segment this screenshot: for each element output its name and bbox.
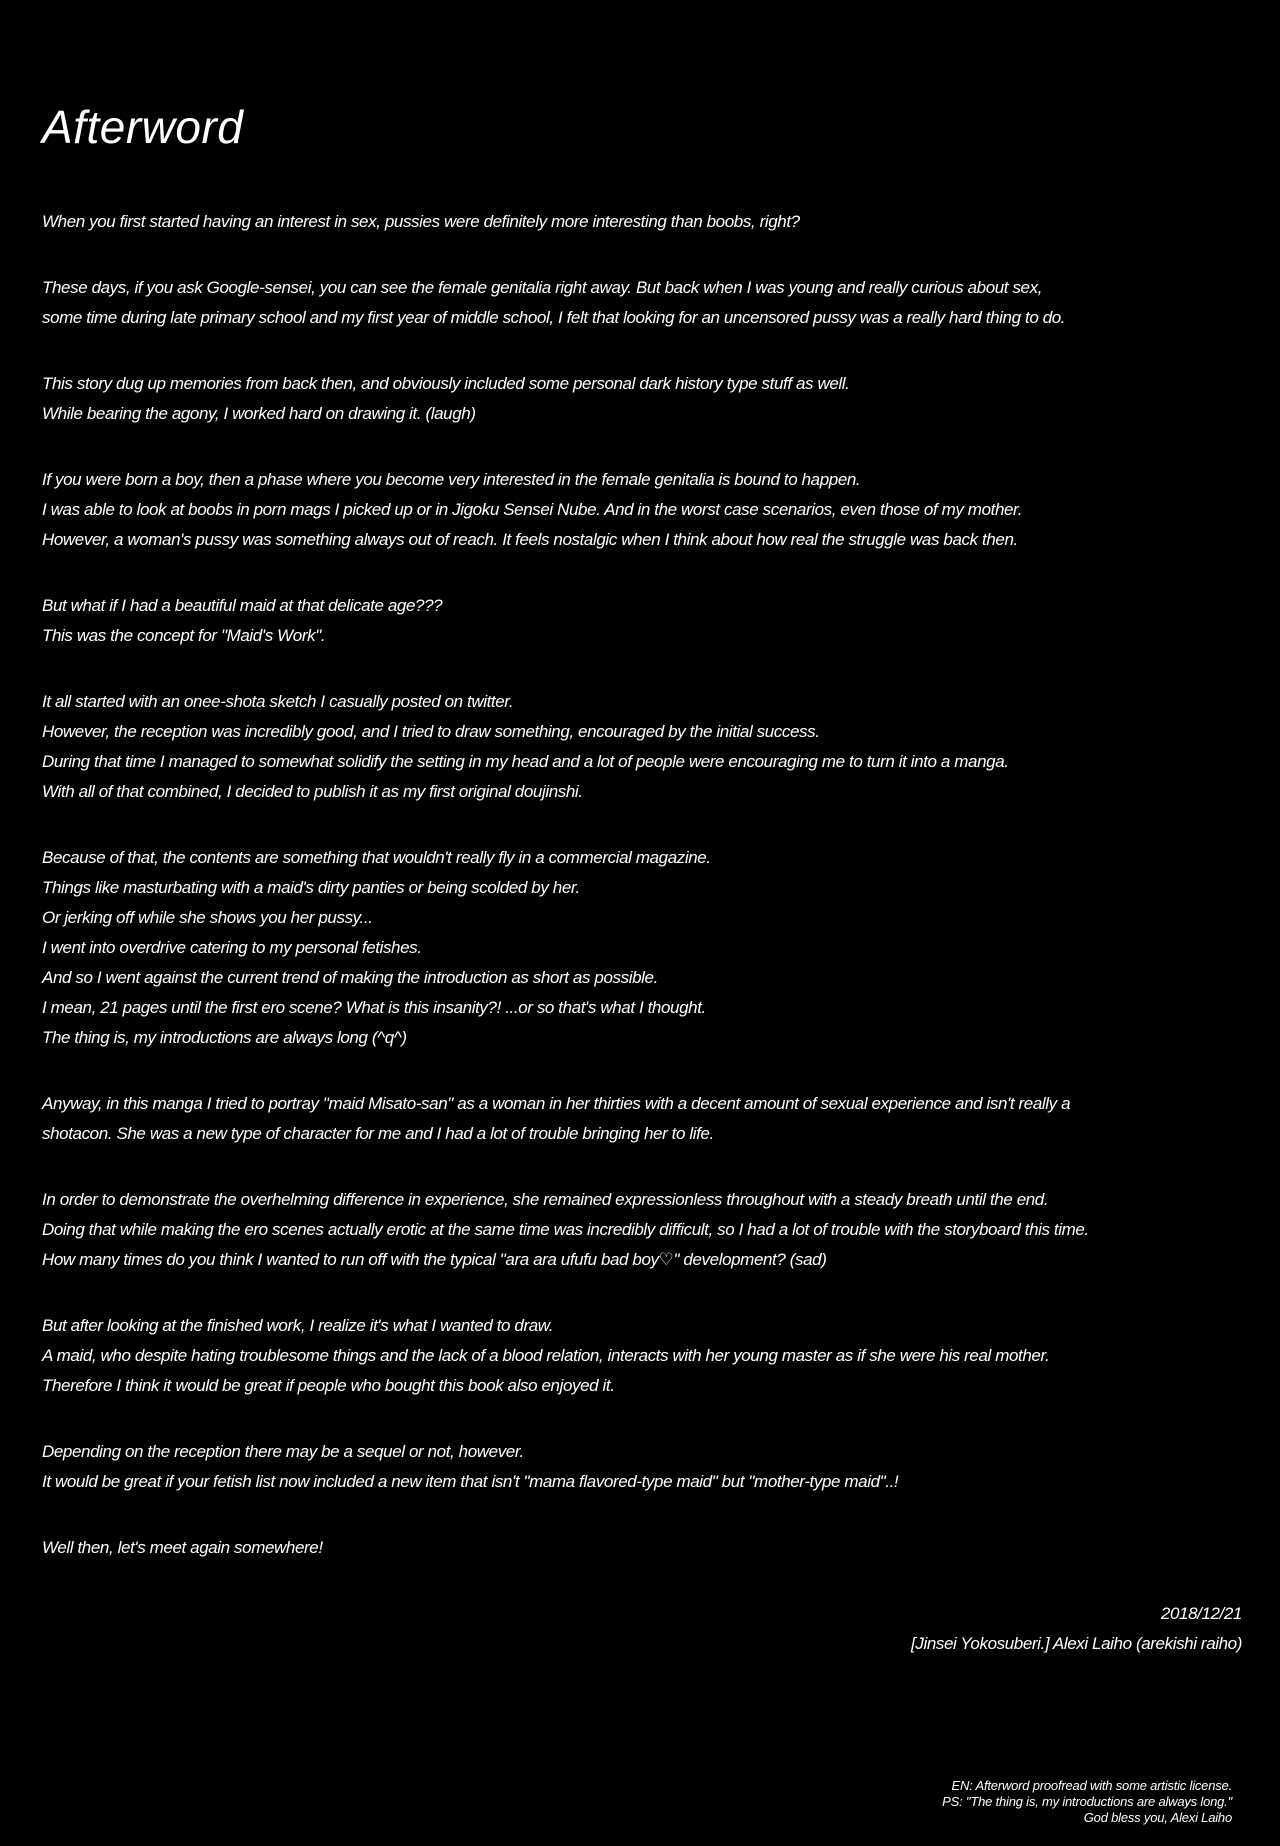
text-line: Or jerking off while she shows you her pussy...	[42, 908, 373, 927]
text-line: This was the concept for "Maid's Work".	[42, 626, 326, 645]
text-line: Therefore I think it would be great if people who bought this book also enjoyed it.	[42, 1376, 615, 1395]
page-title: Afterword	[42, 101, 244, 153]
paragraph-google-sensei	[42, 273, 1242, 333]
translator-note-line: PS: "The thing is, my introductions are always long."	[942, 1794, 1232, 1809]
text-line: If you were born a boy, then a phase where you become very interested in the female genitalia is bound to happen.	[42, 470, 861, 489]
text-line: This story dug up memories from back then, and obviously included some personal dark history type stuff as well.	[42, 374, 850, 393]
text-line: A maid, who despite hating troublesome things and the lack of a blood relation, interacts with her young master as if she were his real mother.	[42, 1346, 1050, 1365]
signoff-date: 2018/12/21	[1160, 1604, 1242, 1623]
text-line: shotacon. She was a new type of character for me and I had a lot of trouble bringing her to life.	[42, 1124, 714, 1143]
paragraph-born-a-boy	[42, 465, 1242, 555]
signoff-credit: [Jinsei Yokosuberi.] Alexi Laiho (arekishi raiho)	[911, 1634, 1242, 1653]
text-line: Anyway, in this manga I tried to portray "maid Misato-san" as a woman in her thirties with a decent amount of sexual experience and isn't really a	[42, 1094, 1071, 1113]
text-line: While bearing the agony, I worked hard on drawing it. (laugh)	[42, 404, 476, 423]
paragraph-twitter-origin	[42, 687, 1242, 807]
text-line: But what if I had a beautiful maid at that delicate age???	[42, 596, 443, 615]
paragraph-misato-san	[42, 1089, 1242, 1149]
text-line: I went into overdrive catering to my personal fetishes.	[42, 938, 422, 957]
paragraph-contents	[42, 843, 1242, 1053]
text-line: some time during late primary school and my first year of middle school, I felt that looking for an uncensored pussy was a really hard thing to do.	[42, 308, 1066, 327]
text-line: But after looking at the finished work, I realize it's what I wanted to draw.	[42, 1316, 554, 1335]
text-line: When you first started having an interest in sex, pussies were definitely more interesting than boobs, right?	[42, 212, 800, 231]
text-line: These days, if you ask Google-sensei, you can see the female genitalia right away. But back when I was young and really curious about sex,	[42, 278, 1043, 297]
text-line: Because of that, the contents are something that wouldn't really fly in a commercial magazine.	[42, 848, 711, 867]
text-line: Things like masturbating with a maid's dirty panties or being scolded by her.	[42, 878, 580, 897]
afterword-content	[42, 100, 1242, 1659]
text-line: The thing is, my introductions are always long (^q^)	[42, 1028, 407, 1047]
paragraph-intro	[42, 207, 1242, 237]
text-line: With all of that combined, I decided to publish it as my first original doujinshi.	[42, 782, 583, 801]
text-line: Well then, let's meet again somewhere!	[42, 1538, 323, 1557]
paragraph-sequel	[42, 1437, 1242, 1497]
text-line: It all started with an onee-shota sketch I casually posted on twitter.	[42, 692, 514, 711]
text-line: It would be great if your fetish list now included a new item that isn't "mama flavored-type maid" but "mother-type maid"..!	[42, 1472, 899, 1491]
text-line: How many times do you think I wanted to run off with the typical "ara ara ufufu bad boy♡" development? (sad)	[42, 1250, 827, 1269]
signoff	[42, 1599, 1242, 1659]
paragraph-memories	[42, 369, 1242, 429]
paragraph-finished-work	[42, 1311, 1242, 1401]
paragraph-concept	[42, 591, 1242, 651]
translator-note	[942, 1778, 1232, 1826]
text-line: Depending on the reception there may be a sequel or not, however.	[42, 1442, 524, 1461]
paragraph-farewell	[42, 1533, 1242, 1563]
text-line: In order to demonstrate the overhelming difference in experience, she remained expressionless throughout with a steady breath until the end.	[42, 1190, 1049, 1209]
text-line: However, a woman's pussy was something always out of reach. It feels nostalgic when I think about how real the struggle was back then.	[42, 530, 1018, 549]
text-line: However, the reception was incredibly good, and I tried to draw something, encouraged by the initial success.	[42, 722, 820, 741]
text-line: And so I went against the current trend of making the introduction as short as possible.	[42, 968, 658, 987]
text-line: During that time I managed to somewhat solidify the setting in my head and a lot of people were encouraging me to turn it into a manga.	[42, 752, 1009, 771]
paragraph-experience-gap	[42, 1185, 1242, 1275]
translator-note-line: God bless you, Alexi Laiho	[1083, 1810, 1232, 1825]
text-line: Doing that while making the ero scenes actually erotic at the same time was incredibly difficult, so I had a lot of trouble with the storyboard this time.	[42, 1220, 1089, 1239]
text-line: I mean, 21 pages until the first ero scene? What is this insanity?! ...or so that's what I thought.	[42, 998, 706, 1017]
text-line: I was able to look at boobs in porn mags I picked up or in Jigoku Sensei Nube. And in the worst case scenarios, even those of my mother.	[42, 500, 1023, 519]
translator-note-line: EN: Afterword proofread with some artistic license.	[951, 1778, 1232, 1793]
